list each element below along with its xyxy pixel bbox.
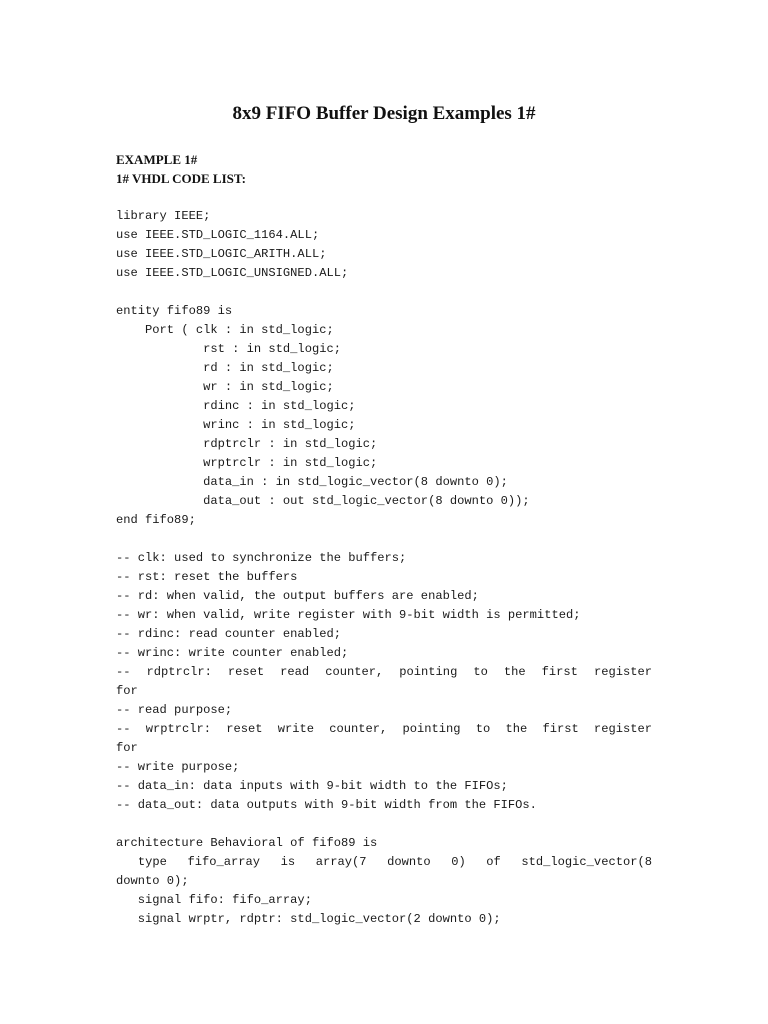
- code-line: wrinc : in std_logic;: [116, 418, 356, 432]
- code-line: data_in : in std_logic_vector(8 downto 0);: [116, 475, 508, 489]
- code-line: -- data_in: data inputs with 9-bit width to the FIFOs;: [116, 779, 508, 793]
- code-line: -- rd: when valid, the output buffers are enabled;: [116, 589, 479, 603]
- code-line: -- rdinc: read counter enabled;: [116, 627, 341, 641]
- code-line: -- rdptrclr: reset read counter, pointing to the first register: [116, 665, 652, 679]
- code-line: library IEEE;: [116, 209, 211, 223]
- code-line: [116, 530, 652, 549]
- vhdl-code-listing: [116, 207, 652, 929]
- code-line: for: [116, 684, 138, 698]
- code-list-heading: 1# VHDL CODE LIST:: [116, 171, 246, 186]
- code-line: use IEEE.STD_LOGIC_ARITH.ALL;: [116, 247, 327, 261]
- code-line: entity fifo89 is: [116, 304, 233, 318]
- code-line: data_out : out std_logic_vector(8 downto 0));: [116, 494, 530, 508]
- code-line: type fifo_array is array(7 downto 0) of std_logic_vector(8: [137, 855, 652, 869]
- code-line: signal wrptr, rdptr: std_logic_vector(2 downto 0);: [116, 912, 501, 926]
- code-line: -- clk: used to synchronize the buffers;: [116, 551, 407, 565]
- code-line: Port ( clk : in std_logic;: [116, 323, 334, 337]
- code-line: -- data_out: data outputs with 9-bit width from the FIFOs.: [116, 798, 537, 812]
- document-title: 8x9 FIFO Buffer Design Examples 1#: [232, 103, 536, 124]
- code-line: [116, 815, 652, 834]
- example-heading: EXAMPLE 1#: [116, 152, 198, 167]
- code-line: -- rst: reset the buffers: [116, 570, 298, 584]
- code-line: -- read purpose;: [116, 703, 233, 717]
- code-line: for: [116, 741, 138, 755]
- code-line: -- wrptrclr: reset write counter, pointing to the first register: [116, 722, 652, 736]
- code-line: downto 0);: [116, 874, 189, 888]
- code-line: wr : in std_logic;: [116, 380, 334, 394]
- code-line: -- wrinc: write counter enabled;: [116, 646, 349, 660]
- code-line: rst : in std_logic;: [116, 342, 341, 356]
- code-line: rdinc : in std_logic;: [116, 399, 356, 413]
- code-line: use IEEE.STD_LOGIC_UNSIGNED.ALL;: [116, 266, 349, 280]
- code-line: wrptrclr : in std_logic;: [116, 456, 378, 470]
- code-line: rdptrclr : in std_logic;: [116, 437, 378, 451]
- code-line: use IEEE.STD_LOGIC_1164.ALL;: [116, 228, 320, 242]
- code-line: -- write purpose;: [116, 760, 240, 774]
- code-line: architecture Behavioral of fifo89 is: [116, 836, 378, 850]
- code-line: rd : in std_logic;: [116, 361, 334, 375]
- code-line: [116, 283, 652, 302]
- code-line: -- wr: when valid, write register with 9-bit width is permitted;: [116, 608, 581, 622]
- code-line: end fifo89;: [116, 513, 196, 527]
- code-line: signal fifo: fifo_array;: [116, 893, 312, 907]
